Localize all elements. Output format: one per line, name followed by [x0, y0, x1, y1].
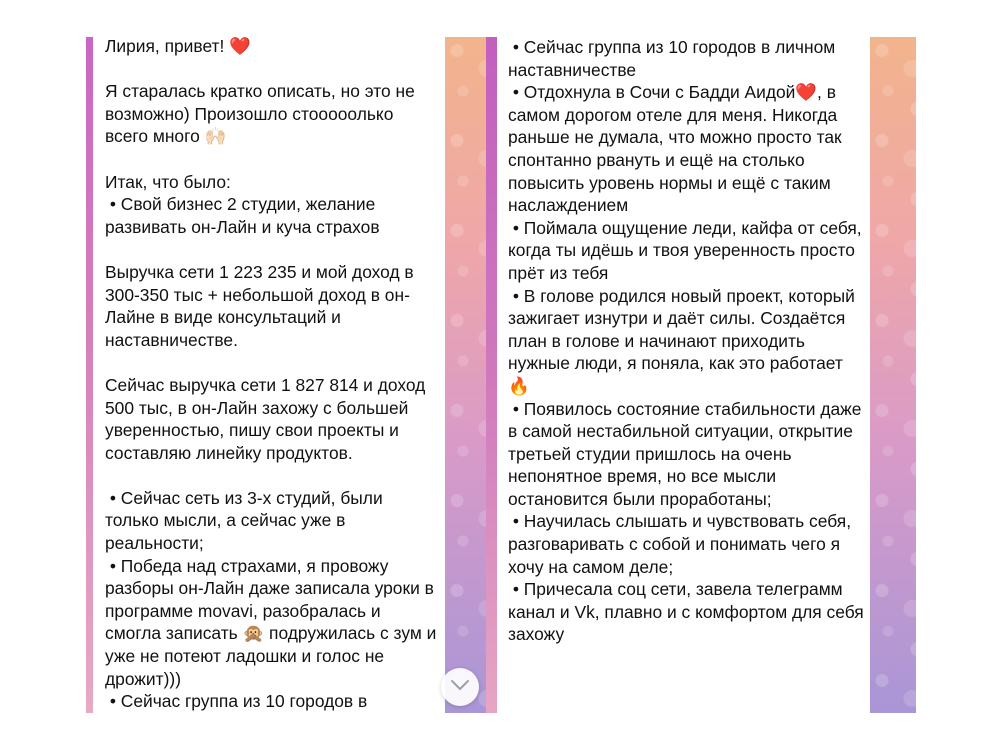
message-text-left: Лирия, привет! ❤️ Я старалась кратко описать, но это не возможно) Произошло стооооолько всего много 🙌🏻 Итак, что было: • Свой бизнес 2 студии, желание развивать он-Лайн и куча страхов Выручка сети 1 223 235 и мой доход в 300-350 тыс + небольшой доход в он-Лайне в виде консультаций и наставничестве. Сейчас выручка сети 1 827 814 и доход 500 тыс, в он-Лайн захожу с большей уверенностью, пишу свои проекты и составляю линейку продуктов. • Сейчас сеть из 3-х студий, были только мысли, а сейчас уже в реальности; • Победа над страхами, я провожу разборы он-Лайн даже записала уроки в программе movavi, разобралась и смогла записать 🙊 подружилась с зум и уже не потеют ладошки и голос не дрожит))) • Сейчас группа из 10 городов в [105, 36, 437, 712]
chevron-down-icon [449, 678, 471, 697]
chat-wallpaper-right [870, 37, 916, 713]
chat-accent-middle [486, 37, 497, 713]
chat-accent-left [86, 37, 93, 713]
scroll-down-button[interactable] [441, 668, 479, 706]
message-text-right: • Сейчас группа из 10 городов в личном наставничестве • Отдохнула в Сочи с Бадди Аидой❤️, в самом дорогом отеле для меня. Никогда раньше не думала, что можно просто так спонтанно рвануть и ещё на столько повысить уровень нормы и ещё с таким наслаждением • Поймала ощущение леди, кайфа от себя, когда ты идёшь и твоя уверенность просто прёт из тебя • В голове родился новый проект, который зажигает изнутри и даёт силы. Создаётся план в голове и начинают приходить нужные люди, я поняла, как это работает 🔥 • Появилось состояние стабильности даже в самой нестабильной ситуации, открытие третьей студии пришлось на очень непонятное время, но все мысли остановится были проработаны; • Научилась слышать и чувствовать себя, разговаривать с собой и понимать чего я хочу на самом деле; • Причесала соц сети, завела телеграмм канал и Vk, плавно и с комфортом для себя захожу [508, 37, 864, 645]
